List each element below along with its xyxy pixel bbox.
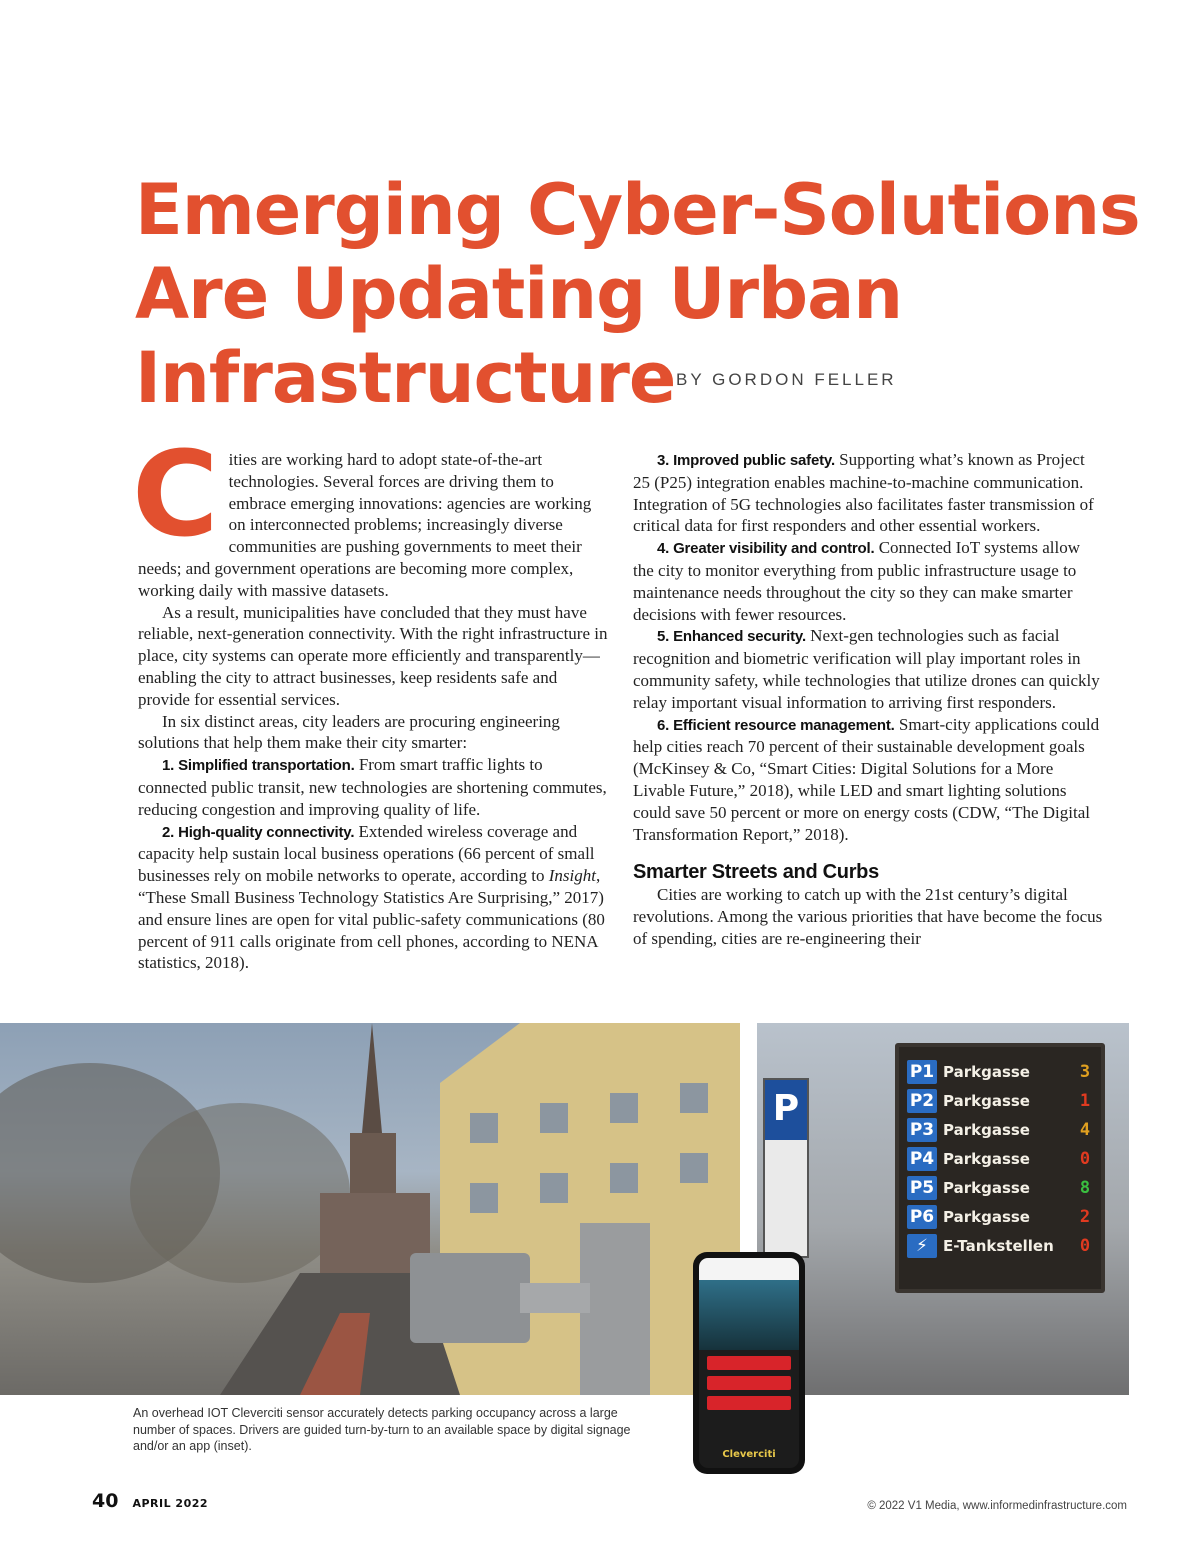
item-text: From smart traffic lights to connected public transit, new technologies are shortening commutes, reducing congestion and improving quality of life. [138, 755, 607, 819]
page-number: 40 [92, 1490, 119, 1512]
sign-name: Parkgasse [943, 1178, 1030, 1197]
title-line-2: Are Updating Urban [135, 253, 903, 335]
signage-photo [757, 1023, 1129, 1395]
list-item-4 [633, 537, 1103, 625]
sign-row [907, 1086, 1093, 1115]
title-line-3: Infrastructure [135, 337, 676, 419]
section-paragraph: Cities are working to catch up with the 21st century’s digital revolutions. Among the various priorities that have become the focus of spending, cities are re-engineering their [633, 885, 1103, 948]
sign-code: P3 [907, 1118, 937, 1142]
title-line-1: Emerging Cyber-Solutions [135, 169, 1140, 251]
app-button [707, 1376, 791, 1390]
sign-count: 4 [1079, 1119, 1091, 1140]
sign-count: 2 [1079, 1206, 1091, 1227]
copyright: © 2022 V1 Media, www.informedinfrastructure.com [867, 1500, 1127, 1512]
drop-cap: C [132, 425, 219, 563]
sign-code: P4 [907, 1147, 937, 1171]
sign-code: P2 [907, 1089, 937, 1113]
item-text: , “These Small Business Technology Statistics Are Surprising,” 2017) and ensure lines are open for vital public-safety communications (80 percent of 911 calls originate from cell phones, according to NENA statistics, 2018). [138, 866, 605, 973]
item-text: Extended wireless coverage and capacity help sustain local business operations (66 percent of small businesses rely on mobile networks to operate, according to [138, 821, 595, 886]
list-item-2 [138, 821, 608, 975]
sign-name: Parkgasse [943, 1120, 1030, 1139]
item-lead: 1. Simplified transportation. [162, 757, 355, 775]
item-lead: 5. Enhanced security. [657, 628, 806, 646]
publication-name: Insight [548, 866, 596, 886]
sign-name: E-Tankstellen [943, 1236, 1054, 1255]
phone-screen [699, 1258, 799, 1468]
item-lead: 6. Efficient resource management. [657, 716, 895, 734]
app-hero-image [699, 1280, 799, 1350]
list-item-6 [633, 714, 1103, 846]
app-button [707, 1356, 791, 1370]
sign-row [907, 1144, 1093, 1173]
body-paragraph: As a result, municipalities have concluded that they must have reliable, next-generation connectivity. With the right infrastructure in place, city systems can operate more efficiently and transparently—enabling the city to attract businesses, keep residents safe and provide for essential services. [138, 602, 608, 709]
sign-count: 3 [1079, 1061, 1091, 1082]
intro-text: ities are working hard to adopt state-of-the-art technologies. Several forces are driving them to embrace emerging innovations: agencies are working on interconnected problems; increasingly diverse communities are pushing governments to meet their needs; and government operations are becoming more complex, working daily with massive datasets. [138, 450, 592, 600]
article-title [135, 168, 1140, 420]
sign-count: 8 [1079, 1177, 1091, 1198]
street-scene-illustration [0, 1023, 740, 1395]
sign-count: 1 [1079, 1090, 1091, 1111]
item-text: Connected IoT systems allow the city to monitor everything from public infrastructure usage to maintenance needs throughout the city so they can make smarter decisions with fewer resources. [633, 538, 1080, 624]
right-column [633, 449, 1103, 950]
app-header [699, 1258, 799, 1280]
sign-code: P1 [907, 1060, 937, 1084]
parking-street-sign [763, 1078, 809, 1258]
byline: BY GORDON FELLER [676, 370, 897, 389]
body-paragraph: In six distinct areas, city leaders are procuring engineering solutions that help them make their city smarter: [138, 711, 560, 753]
item-text: Supporting what’s known as Project 25 (P25) integration enables machine-to-machine communication. Integration of 5G technologies also facilitates faster transmission of critical data for first responders and other essential workers. [633, 450, 1094, 536]
issue-date: APRIL 2022 [132, 1497, 209, 1510]
photo-caption: An overhead IOT Cleverciti sensor accurately detects parking occupancy across a large number of spaces. Drivers are guided turn-by-turn to an available space by digital signage and/or an app (inset). [133, 1406, 631, 1453]
sign-name: Parkgasse [943, 1091, 1030, 1110]
item-text: Smart-city applications could help cities reach 70 percent of their sustainable development goals (McKinsey & Co, “Smart Cities: Digital Solutions for a More Livable Future,” 2018), while LED and smart lighting solutions could save 50 percent or more on energy costs (CDW, “The Digital Transformation Report,” 2018). [633, 714, 1100, 844]
digital-parking-sign [895, 1043, 1105, 1293]
left-column [132, 425, 608, 974]
item-text: Next-gen technologies such as facial recognition and biometric verification will play important roles in community safety, while technologies that utilize drones can quickly relay important visual information to arriving first responders. [633, 626, 1100, 712]
sign-name: Parkgasse [943, 1149, 1030, 1168]
page-folio [92, 1490, 208, 1512]
sign-code: P6 [907, 1205, 937, 1229]
phone-app-inset [693, 1252, 805, 1474]
item-lead: 3. Improved public safety. [657, 452, 835, 469]
sign-row [907, 1202, 1093, 1231]
sign-row [907, 1115, 1093, 1144]
app-logo: Cleverciti [722, 1449, 776, 1460]
sign-name: Parkgasse [943, 1062, 1030, 1081]
charging-icon: ⚡ [907, 1234, 937, 1258]
sign-row [907, 1231, 1093, 1260]
sign-count: 0 [1079, 1235, 1091, 1256]
sign-count: 0 [1079, 1148, 1091, 1169]
sign-row [907, 1057, 1093, 1086]
sign-row [907, 1173, 1093, 1202]
parking-letter: P [765, 1080, 807, 1140]
intro-paragraph [132, 425, 608, 602]
section-subhead: Smarter Streets and Curbs [633, 861, 879, 884]
app-button [707, 1396, 791, 1410]
list-item-5 [633, 625, 1103, 713]
sensor-photo [0, 1023, 740, 1395]
list-item-3 [633, 449, 1103, 537]
sign-code: P5 [907, 1176, 937, 1200]
list-item-1 [138, 754, 608, 820]
item-lead: 2. High-quality connectivity. [162, 823, 355, 841]
sign-name: Parkgasse [943, 1207, 1030, 1226]
item-lead: 4. Greater visibility and control. [657, 540, 875, 558]
